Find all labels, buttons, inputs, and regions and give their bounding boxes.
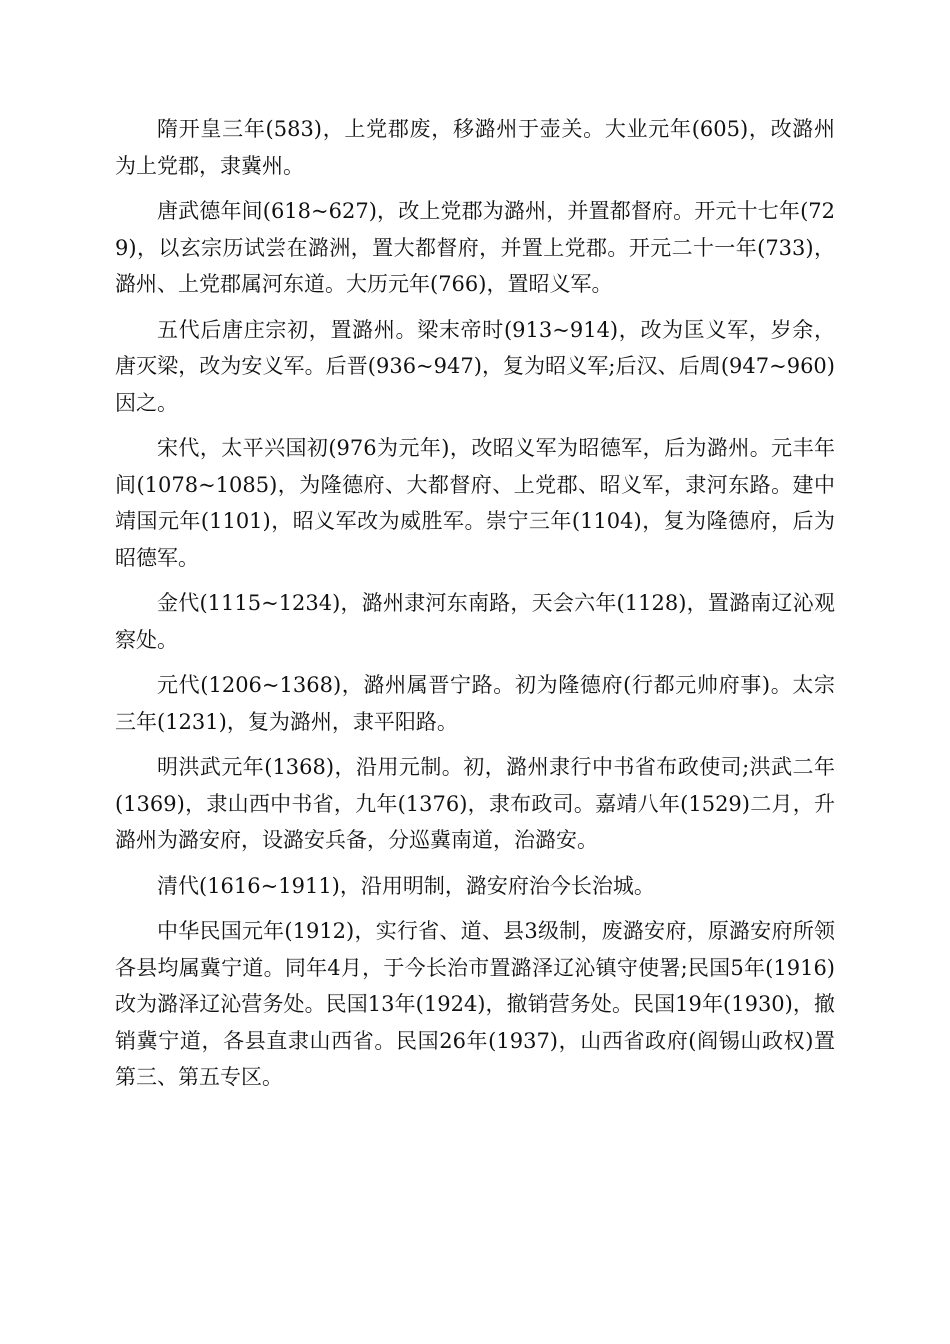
document-body: [115, 111, 835, 1105]
paragraph-yuan: 元代(1206~1368)，潞州属晋宁路。初为隆德府(行都元帅府事)。太宗三年(1231)，复为潞州，隶平阳路。: [115, 673, 835, 734]
paragraph-ming: 明洪武元年(1368)，沿用元制。初，潞州隶行中书省布政使司;洪武二年(1369)，隶山西中书省，九年(1376)，隶布政司。嘉靖八年(1529)二月，升潞州为潞安府，设潞安兵备，分巡冀南道，治潞安。: [115, 755, 835, 852]
paragraph-song: 宋代，太平兴国初(976为元年)，改昭义军为昭德军，后为潞州。元丰年间(1078~1085)，为隆德府、大都督府、上党郡、昭义军，隶河东路。建中靖国元年(1101)，昭义军改为威胜军。崇宁三年(1104)，复为隆德府，后为昭德军。: [115, 436, 835, 570]
paragraph-five-dynasties: 五代后唐庄宗初，置潞州。梁末帝时(913~914)，改为匡义军，岁余，唐灭梁，改为安义军。后晋(936~947)，复为昭义军;后汉、后周(947~960)因之。: [115, 317, 835, 415]
paragraph-qing: 清代(1616~1911)，沿用明制，潞安府治今长治城。: [157, 873, 655, 898]
paragraph-republic: 中华民国元年(1912)，实行省、道、县3级制，废潞安府，原潞安府所领各县均属冀宁道。同年4月，于今长治市置潞泽辽沁镇守使署;民国5年(1916)改为潞泽辽沁营务处。民国13年(1924)，撤销营务处。民国19年(1930)，撤销冀宁道，各县直隶山西省。民国26年(1937)，山西省政府(阎锡山政权)置第三、第五专区。: [115, 919, 835, 1089]
paragraph-jin: 金代(1115~1234)，潞州隶河东南路，天会六年(1128)，置潞南辽沁观察处。: [115, 591, 835, 652]
paragraph-tang: 唐武德年间(618~627)，改上党郡为潞州，并置都督府。开元十七年(729)，以玄宗历试尝在潞洲，置大都督府，并置上党郡。开元二十一年(733)，潞州、上党郡属河东道。大历元年(766)，置昭义军。: [115, 199, 835, 296]
paragraph-sui: 隋开皇三年(583)，上党郡废，移潞州于壶关。大业元年(605)，改潞州为上党郡，隶冀州。: [115, 117, 835, 178]
